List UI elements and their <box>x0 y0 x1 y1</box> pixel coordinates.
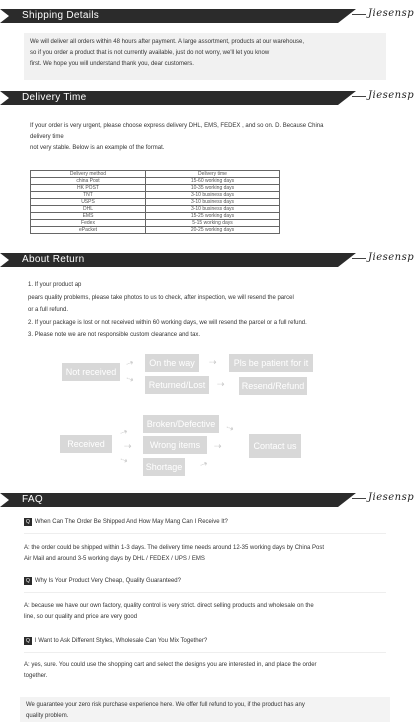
shipping-line: so if you order a product that is not currently available, just do not worry, we'll let you know <box>30 50 270 56</box>
return-line: 3. Please note we are not responsible custom clearance and tax. <box>28 332 201 338</box>
table-header-cell: Delivery method <box>31 171 146 178</box>
method-cell: EMS <box>31 213 146 220</box>
faq-question-text: Why Is Your Product Very Cheap, Quality Guaranteed? <box>34 578 181 584</box>
method-cell: HK POST <box>31 185 146 192</box>
return-header-bar <box>0 253 356 267</box>
return-line: pears quality problems, please take photos to us to check, after inspection, we will resend the parcel <box>28 294 294 301</box>
table-row <box>31 213 280 220</box>
divider <box>24 592 386 593</box>
bar-slant <box>338 253 356 267</box>
faq-answer <box>24 601 394 623</box>
return-line: 1. If your product ap <box>28 282 82 288</box>
bar-slant <box>338 9 356 23</box>
return-text <box>28 279 398 342</box>
faq-answer-line: together. <box>24 673 48 679</box>
shipping-text <box>30 37 386 70</box>
time-cell: 5-15 working days <box>146 220 280 227</box>
guarantee-line: We guarantee your zero risk purchase experience here. We offer full refund to you, if the product has any <box>26 702 305 708</box>
table-row <box>31 178 280 185</box>
table-row <box>31 206 280 213</box>
shipping-header-bar <box>0 9 356 23</box>
delivery-header-bar <box>0 91 356 105</box>
triangle-icon <box>0 253 9 267</box>
time-cell: 20-25 working days <box>146 227 280 234</box>
flow-resend-refund: Resend/Refund <box>239 377 307 395</box>
faq-answer-line: A: because we have our own factory, quality control is very strict. direct selling products and wholesale on the <box>24 603 314 609</box>
faq-answer-line: A: yes, sure. You could use the shopping cart and select the designs you are interested in, and place the order <box>24 662 317 668</box>
arrow-icon: ⇢ <box>198 458 209 471</box>
divider <box>24 533 386 534</box>
flow-not-received: Not received <box>62 363 120 381</box>
brand-signature: Jiesensp <box>368 90 415 101</box>
arrow-icon: ⇢ <box>124 357 135 370</box>
divider <box>24 652 386 653</box>
faq-answer <box>24 660 394 682</box>
question-badge: Q <box>26 638 30 644</box>
delivery-title: Delivery Time <box>22 92 87 103</box>
shipping-title: Shipping Details <box>22 10 100 21</box>
shipping-line: first. We hope you will understand thank you, dear customers. <box>30 61 194 67</box>
faq-question-text: I Want to Ask Different Styles, Wholesale Can You Mix Together? <box>34 638 208 644</box>
method-cell: USPS <box>31 199 146 206</box>
time-cell: 3-10 business days <box>146 192 280 199</box>
delivery-line: If your order is very urgent, please choose express delivery DHL, EMS, FEDEX , and so on. D. Because China <box>30 123 324 129</box>
table-header-cell: Delivery time <box>146 171 280 178</box>
table-row <box>31 185 280 192</box>
faq-answer-line: Air Mail and around 3-5 working days by DHL / FEDEX / UPS / EMS <box>24 556 205 562</box>
triangle-icon <box>0 91 9 105</box>
arrow-icon: ⇢ <box>118 426 129 439</box>
bar-slant <box>338 91 356 105</box>
flow-shortage: Shortage <box>143 458 185 476</box>
delivery-table <box>30 170 280 234</box>
method-cell: china Post <box>31 178 146 185</box>
time-cell: 3-10 business days <box>146 206 280 213</box>
method-cell: DHL <box>31 206 146 213</box>
flow-wrong-items: Wrong items <box>143 436 207 454</box>
guarantee-text <box>26 700 392 722</box>
time-cell: 10-35 working days <box>146 185 280 192</box>
faq-header-bar <box>0 493 356 507</box>
question-badge: Q <box>26 519 30 525</box>
table-row <box>31 192 280 199</box>
arrow-icon: ⇢ <box>217 379 225 389</box>
table-row <box>31 227 280 234</box>
delivery-text <box>30 121 390 154</box>
method-cell: Fedex <box>31 220 146 227</box>
return-line: 2. If your package is lost or not received within 60 working days, we will resend the parcel or a full refund. <box>28 319 307 326</box>
arrow-icon: ⇢ <box>224 422 236 435</box>
arrow-icon: ⇢ <box>124 441 132 451</box>
delivery-line: delivery time <box>30 134 64 140</box>
flow-received: Received <box>60 435 112 453</box>
faq-answer <box>24 543 394 565</box>
arrow-icon: ⇢ <box>209 357 217 367</box>
flow-returned-lost: Returned/Lost <box>145 376 209 394</box>
arrow-icon: ⇢ <box>118 454 130 467</box>
arrow-icon: ⇢ <box>214 441 222 451</box>
faq-answer-line: line, so our quality and price are very good <box>24 614 138 620</box>
time-cell: 3-10 business days <box>146 199 280 206</box>
triangle-icon <box>0 493 9 507</box>
bar-slant <box>338 493 356 507</box>
brand-signature: Jiesensp <box>368 252 415 263</box>
faq-question <box>24 637 207 646</box>
faq-answer-line: A: the order could be shipped within 1-3 days. The delivery time needs around 12-35 working days by China Post <box>24 545 325 551</box>
method-cell: TNT <box>31 192 146 199</box>
table-row <box>31 220 280 227</box>
faq-question <box>24 518 228 527</box>
return-line: or a full refund. <box>28 307 69 313</box>
faq-question <box>24 577 181 586</box>
faq-title: FAQ <box>22 494 43 505</box>
return-title: About Return <box>22 254 85 265</box>
shipping-line: We will deliver all orders within 48 hours after payment. A large assortment, products at our warehouse, <box>30 39 305 45</box>
flow-on-the-way: On the way <box>145 354 199 372</box>
delivery-line: not very stable. Below is an example of the format. <box>30 145 165 151</box>
flow-pls-be-patient: Pls be patient for it <box>229 354 313 372</box>
table-header-row <box>31 171 280 178</box>
flow-contact-us: Contact us <box>249 434 301 458</box>
method-cell: ePacket <box>31 227 146 234</box>
faq-question-text: When Can The Order Be Shipped And How May Mang Can I Receive It? <box>34 519 228 525</box>
brand-signature: Jiesensp <box>368 492 415 503</box>
question-badge: Q <box>26 578 30 584</box>
flow-broken-defective: Broken/Defective <box>143 415 219 433</box>
arrow-icon: ⇢ <box>124 373 136 386</box>
time-cell: 15-25 working days <box>146 213 280 220</box>
guarantee-line: quality problem. <box>26 713 69 719</box>
triangle-icon <box>0 9 9 23</box>
brand-signature: Jiesensp <box>368 8 415 19</box>
time-cell: 15-60 working days <box>146 178 280 185</box>
table-row <box>31 199 280 206</box>
